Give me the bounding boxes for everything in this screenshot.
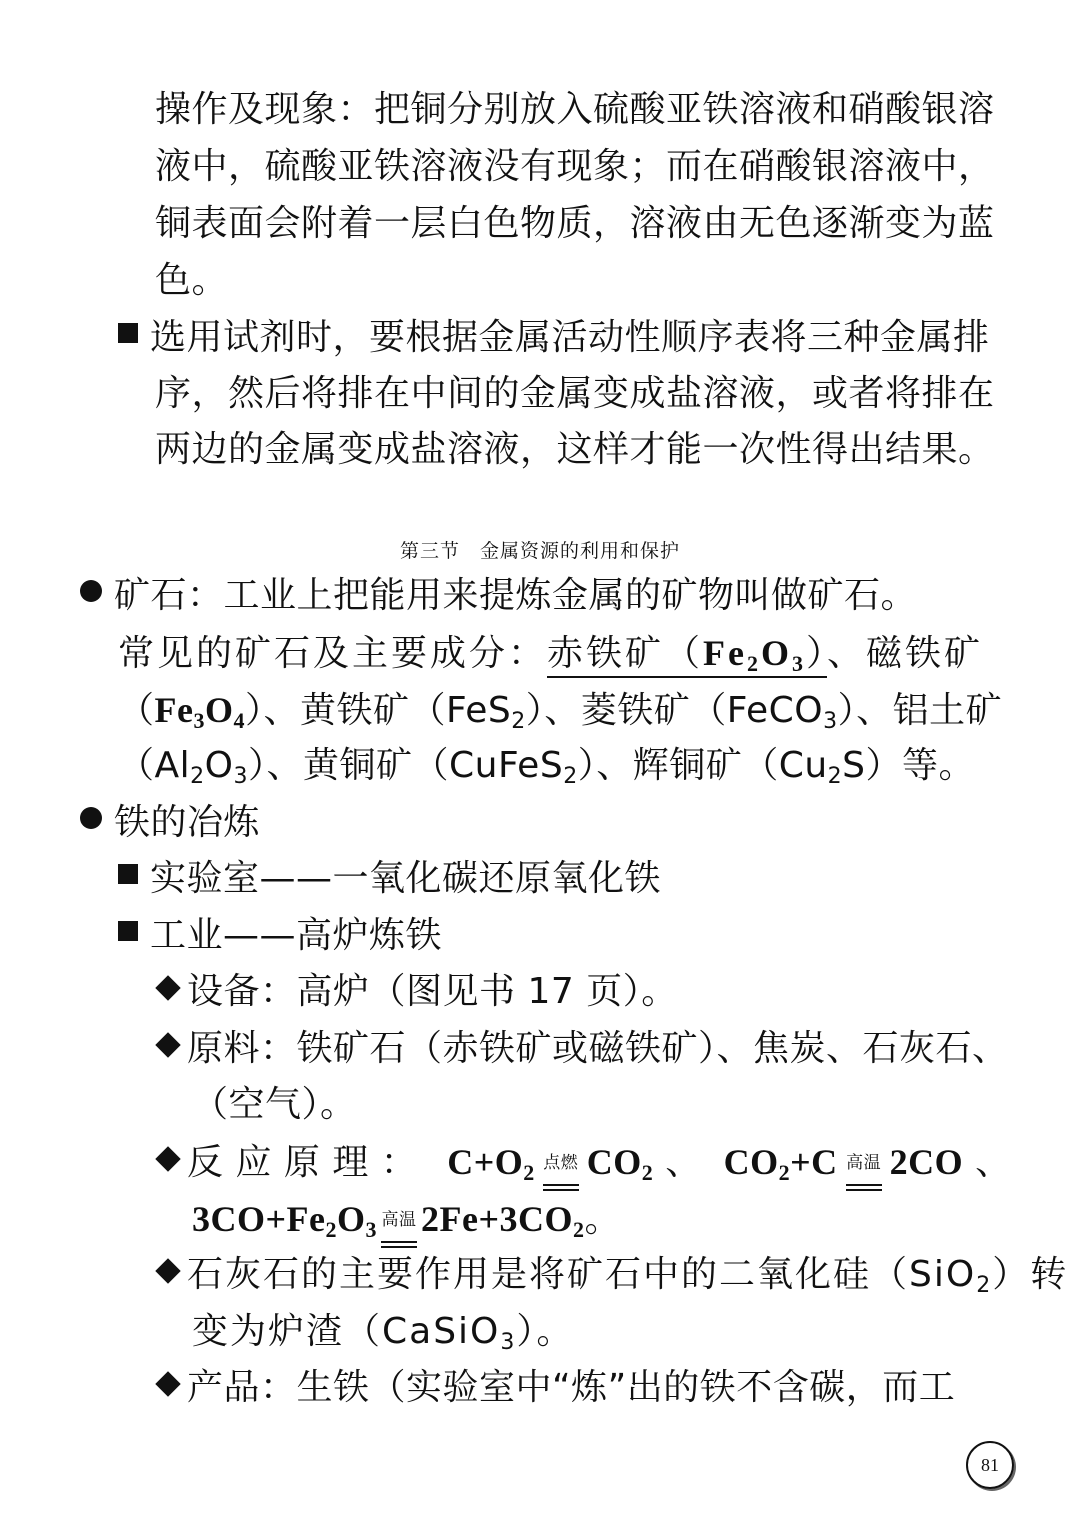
paragraph-line: 两边的金属变成盐溶液，这样才能一次性得出结果。	[155, 429, 995, 470]
paragraph-line: 变为炉渣（CaSiO$_3$）。	[192, 1311, 575, 1355]
diamond-bullet-icon	[155, 1146, 180, 1171]
paragraph-line: 操作及现象：把铜分别放入硫酸亚铁溶液和硝酸银溶	[155, 89, 995, 130]
ore-list-line: 常见的矿石及主要成分：赤铁矿$(Fe_2O_3)$、磁铁矿	[118, 633, 984, 676]
reaction-condition: 点燃	[541, 1141, 581, 1185]
diamond-item: 原料：铁矿石（赤铁矿或磁铁矿）、焦炭、石灰石、	[155, 1027, 1009, 1071]
diamond-item: 产品：生铁（实验室中“炼”出的铁不含碳，而工	[155, 1366, 955, 1410]
ore-list-line: $(Al_2O_3)$、黄铜矿（CuFeS$_2$）、辉铜矿$(Cu_2S)$等。	[118, 745, 976, 789]
square-bullet-icon	[118, 921, 138, 941]
diamond-bullet-icon	[155, 1371, 180, 1396]
round-bullet-icon	[80, 807, 102, 829]
paragraph-line: 色。	[155, 260, 229, 301]
hematite-term: 赤铁矿$(Fe_2O_3)$	[547, 633, 828, 676]
diamond-bullet-icon	[155, 1032, 180, 1057]
reaction-condition: 高温	[844, 1141, 884, 1185]
paragraph-line: 序，然后将排在中间的金属变成盐溶液，或者将排在	[155, 373, 995, 414]
equation-line: $3CO+Fe_2O_3$ 高温 $2Fe+3CO_2$。	[192, 1199, 621, 1242]
ore-list-line: $(Fe_3O_4)$、黄铁矿（FeS$_2$）、菱铁矿（FeCO$_3$）、铝土矿	[118, 690, 1003, 734]
diamond-bullet-icon	[155, 975, 180, 1000]
square-bullet-icon	[118, 864, 138, 884]
diamond-item: 石灰石的主要作用是将矿石中的二氧化硅（SiO$_2$）转	[155, 1253, 1068, 1308]
paragraph-line: （空气）。	[192, 1084, 357, 1125]
bullet-item: 实验室——一氧化碳还原氧化铁	[118, 857, 661, 901]
bullet-item: 选用试剂时，要根据金属活动性顺序表将三种金属排	[118, 316, 990, 360]
bullet-item: 工业——高炉炼铁	[118, 914, 442, 958]
diamond-item: 反 应 原 理 ： $C+O_2$ 点燃 $CO_2$ 、 $CO_2+C$ 高温 2CO 、	[155, 1140, 1012, 1195]
page-number: 81	[966, 1441, 1014, 1489]
diamond-bullet-icon	[155, 1258, 180, 1283]
round-bullet-icon	[80, 580, 102, 602]
reaction-condition: 高温	[379, 1198, 419, 1242]
bullet-item: 铁的冶炼	[80, 801, 260, 845]
diamond-item: 设备：高炉（图见书 17 页）。	[155, 970, 678, 1014]
paragraph-line: 液中，硫酸亚铁溶液没有现象；而在硝酸银溶液中，	[155, 146, 995, 187]
section-title: 第三节 金属资源的利用和保护	[399, 540, 680, 562]
paragraph-line: 铜表面会附着一层白色物质，溶液由无色逐渐变为蓝	[155, 203, 995, 244]
bullet-item: 矿石：工业上把能用来提炼金属的矿物叫做矿石。	[80, 574, 917, 618]
square-bullet-icon	[118, 323, 138, 343]
